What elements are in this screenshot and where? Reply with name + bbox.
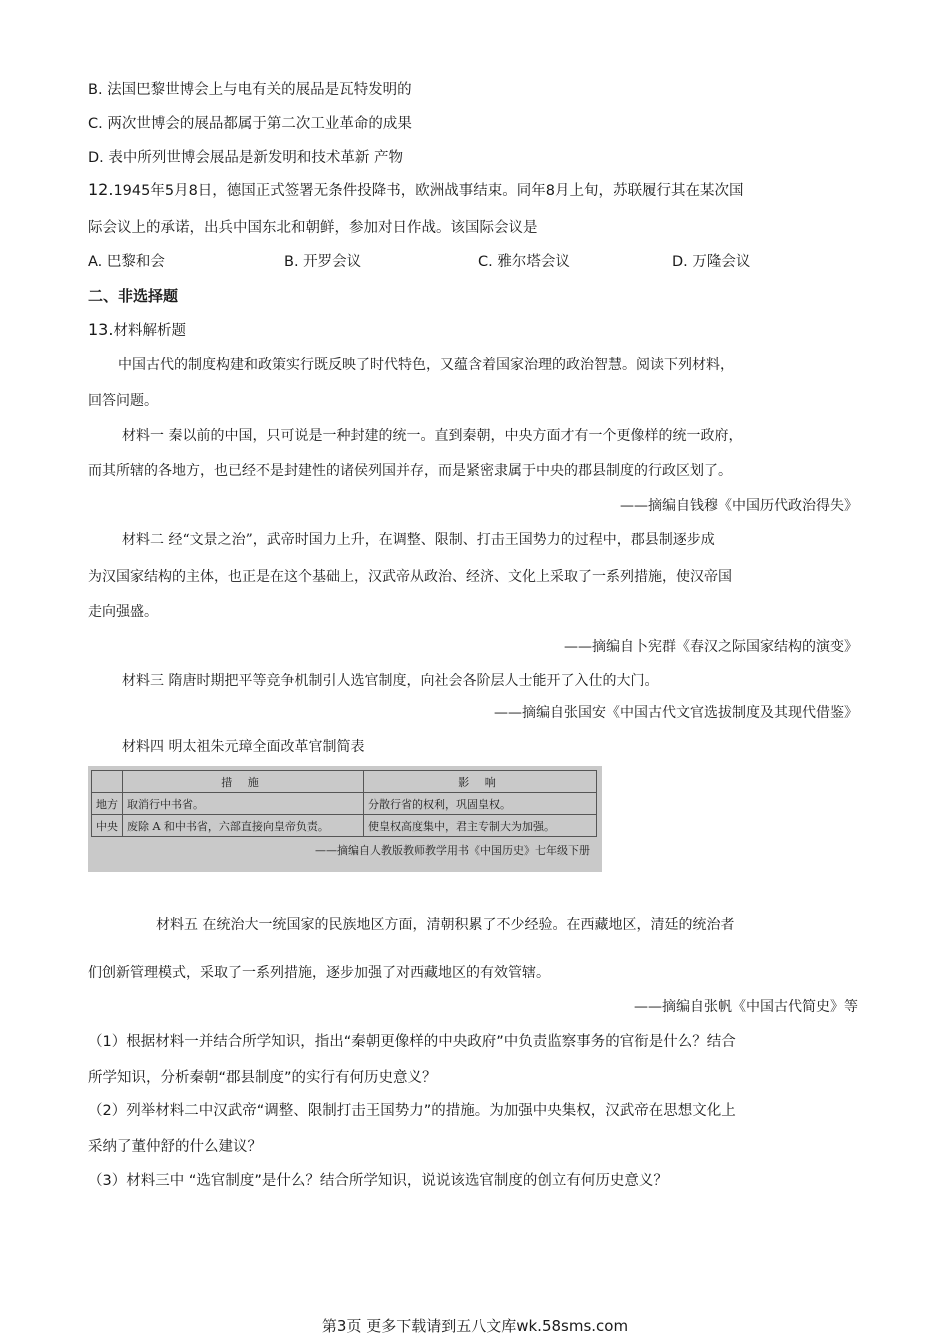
q12-option-d: D. 万隆会议 <box>672 254 751 270</box>
table-cell-measure: 废除 A 和中书省，六部直接向皇帝负责。 <box>123 815 364 837</box>
section2-title: 二、非选择题 <box>88 287 179 305</box>
sub-question-1-line1: （1）根据材料一并结合所学知识，指出“秦朝更像样的中央政府”中负责监察事务的官衔是什么？结合 <box>88 1034 736 1050</box>
table-header-measure: 措 施 <box>123 771 364 793</box>
q12-option-c: C. 雅尔塔会议 <box>478 254 570 270</box>
table-cell-effect: 分散行省的权利，巩固皇权。 <box>364 793 597 815</box>
material1-line1: 材料一 秦以前的中国，只可说是一种封建的统一。直到秦朝，中央方面才有一个更像样的统一政府， <box>122 428 743 444</box>
material1-source: ——摘编自钱穆《中国历代政治得失》 <box>620 498 858 514</box>
q12-line1 <box>88 180 744 201</box>
table-row <box>92 793 597 815</box>
q12-option-b: B. 开罗会议 <box>284 254 362 270</box>
q12-options <box>88 252 750 272</box>
material3-source: ——摘编自张国安《中国古代文官选拔制度及其现代借鉴》 <box>494 705 858 721</box>
q12-text: 1945年5月8日，德国正式签署无条件投降书，欧洲战事结束。同年8月上旬，苏联履行其在某次国 <box>113 183 744 199</box>
sub-question-2-line1: （2）列举材料二中汉武帝“调整、限制打击王国势力”的措施。为加强中央集权，汉武帝在思想文化上 <box>88 1103 736 1119</box>
material5-line2: 们创新管理模式，采取了一系列措施，逐步加强了对西藏地区的有效管辖。 <box>88 965 550 981</box>
table-cell-area: 地方 <box>92 793 123 815</box>
reform-table <box>91 770 597 837</box>
q13-intro-line1: 中国古代的制度构建和政策实行既反映了时代特色，又蕴含着国家治理的政治智慧。阅读下列材料， <box>118 357 734 373</box>
material2-line3: 走向强盛。 <box>88 604 158 620</box>
material1-line2: 而其所辖的各地方，也已经不是封建性的诸侯列国并存，而是紧密隶属于中央的郡县制度的行政区划了。 <box>88 463 732 479</box>
q13-intro-line2: 回答问题。 <box>88 393 158 409</box>
material5-line1: 材料五 在统治大一统国家的民族地区方面，清朝积累了不少经验。在西藏地区，清廷的统治者 <box>156 917 735 933</box>
table-row <box>92 815 597 837</box>
table-cell-effect: 使皇权高度集中，君主专制大为加强。 <box>364 815 597 837</box>
sub-question-2-line2: 采纳了董仲舒的什么建议？ <box>88 1139 262 1155</box>
q11-option-c: C. 两次世博会的展品都属于第二次工业革命的成果 <box>88 116 412 132</box>
material2-source: ——摘编自卜宪群《春汉之际国家结构的演变》 <box>564 639 858 655</box>
table-header-effect: 影 响 <box>364 771 597 793</box>
sub-question-1-line2: 所学知识，分析秦朝“郡县制度”的实行有何历史意义？ <box>88 1070 437 1086</box>
q11-option-d: D. 表中所列世博会展品是新发明和技术革新 产物 <box>88 150 403 166</box>
q13-number: 13. <box>88 320 114 339</box>
material5-source: ——摘编自张帆《中国古代简史》等 <box>634 999 858 1015</box>
material2-line1: 材料二 经“文景之治”，武帝时国力上升，在调整、限制、打击王国势力的过程中，郡县制逐步成 <box>122 532 715 548</box>
q11-option-b: B. 法国巴黎世博会上与电有关的展品是瓦特发明的 <box>88 82 412 98</box>
table-cell-area: 中央 <box>92 815 123 837</box>
sub-question-3-line1: （3）材料三中 “选官制度”是什么？结合所学知识，说说该选官制度的创立有何历史意义？ <box>88 1173 668 1189</box>
material3-line1: 材料三 隋唐时期把平等竞争机制引人选官制度，向社会各阶层人士能开了入仕的大门。 <box>122 673 659 689</box>
table-cell-measure: 取消行中书省。 <box>123 793 364 815</box>
material2-line2: 为汉国家结构的主体，也正是在这个基础上，汉武帝从政治、经济、文化上采取了一系列措施，使汉帝国 <box>88 569 732 585</box>
table-source: ——摘编自人教版教师教学用书《中国历史》七年级下册 <box>315 844 590 857</box>
q12-line2: 际会议上的承诺，出兵中国东北和朝鲜，参加对日作战。该国际会议是 <box>88 220 538 236</box>
q12-number: 12. <box>88 180 114 199</box>
page-footer: 第3页 更多下载请到五八文库wk.58sms.com <box>321 1317 629 1335</box>
q13-type: 材料解析题 <box>113 323 186 339</box>
q13-header <box>88 320 186 341</box>
material4-table-image <box>88 766 602 872</box>
material4-title: 材料四 明太祖朱元璋全面改革官制简表 <box>122 739 365 755</box>
q12-option-a: A. 巴黎和会 <box>88 254 165 270</box>
